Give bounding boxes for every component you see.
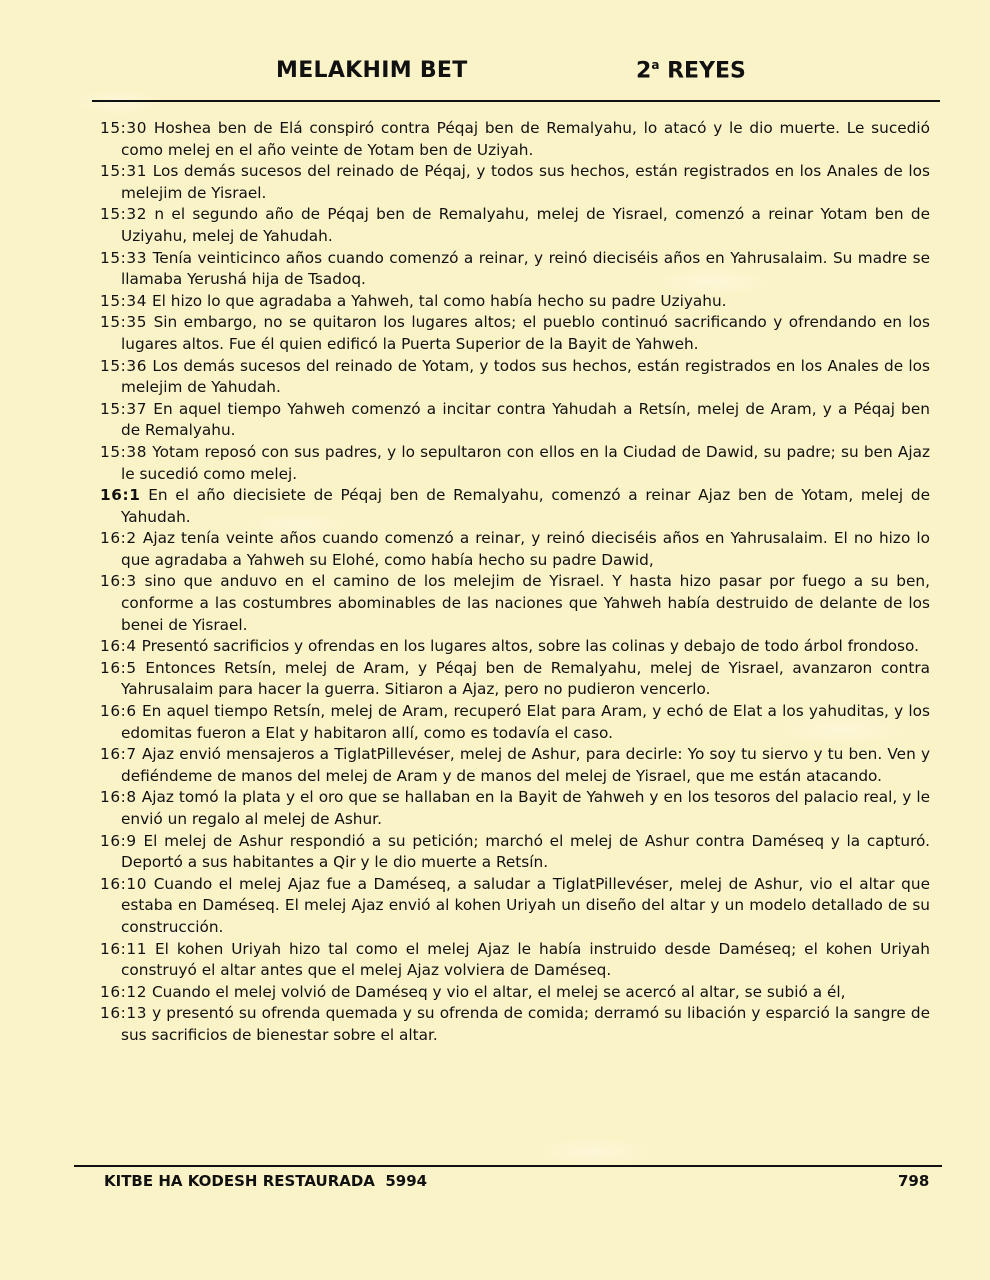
verse <box>100 118 930 161</box>
verse-text: El melej de Ashur respondió a su petición; marchó el melej de Ashur contra Daméseq y la capturó. Deportó a sus habitantes a Qir y le dio muerte a Retsín. <box>121 831 930 872</box>
book-number: 2 <box>636 58 652 84</box>
book-name: REYES <box>667 58 746 84</box>
verse-reference: 16:5 <box>100 658 137 677</box>
verse-reference: 16:11 <box>100 939 148 958</box>
verse-text: El kohen Uriyah hizo tal como el melej Ajaz le había instruido desde Daméseq; el kohen Uriyah construyó el altar antes que el melej Ajaz volviera de Daméseq. <box>121 939 930 980</box>
verse <box>100 831 930 874</box>
verse-reference: 16:9 <box>100 831 137 850</box>
verse-text: Cuando el melej Ajaz fue a Daméseq, a saludar a TiglatPillevéser, melej de Ashur, vio el altar que estaba en Daméseq. El melej Ajaz envió al kohen Uriyah un diseño del altar y un modelo detallado de su construcción. <box>121 874 930 936</box>
verse <box>100 874 930 939</box>
verse-reference: 15:33 <box>100 248 148 267</box>
verse <box>100 248 930 291</box>
verse-text: sino que anduvo en el camino de los melejim de Yisrael. Y hasta hizo pasar por fuego a su ben, conforme a las costumbres abominables de las naciones que Yahweh había destruido de delante de los benei de Yisrael. <box>121 572 930 634</box>
verse-text: Yotam reposó con sus padres, y lo sepultaron con ellos en la Ciudad de Dawid, su padre; su ben Ajaz le sucedió como melej. <box>121 442 930 483</box>
verse-reference: 15:36 <box>100 356 148 375</box>
verse-reference: 15:38 <box>100 442 148 461</box>
verse-text: Sin embargo, no se quitaron los lugares altos; el pueblo continuó sacrificando y ofrendando en los lugares altos. Fue él quien edificó la Puerta Superior de la Bayit de Yahweh. <box>121 313 930 353</box>
verse-text: Hoshea ben de Elá conspiró contra Péqaj ben de Remalyahu, lo atacó y le dio muerte. Le sucedió como melej en el año veinte de Yotam ben de Uziyah. <box>121 119 930 159</box>
verse-text: En aquel tiempo Retsín, melej de Aram, recuperó Elat para Aram, y echó de Elat a los yahuditas, y los edomitas fueron a Elat y habitaron allí, como es todavía el caso. <box>121 702 930 742</box>
verse <box>100 399 930 442</box>
verse-reference: 16:13 <box>100 1004 148 1023</box>
verse <box>100 161 930 204</box>
verse <box>100 744 930 787</box>
verse-list <box>100 118 930 1047</box>
verse <box>100 939 930 982</box>
verse-text: En el año diecisiete de Péqaj ben de Remalyahu, comenzó a reinar Ajaz ben de Yotam, melej de Yahudah. <box>121 486 930 526</box>
page-header <box>0 58 990 92</box>
verse-text: Los demás sucesos del reinado de Yotam, y todos sus hechos, están registrados en los Anales de los melejim de Yahudah. <box>121 356 930 397</box>
verse-reference: 16:4 <box>100 637 137 656</box>
header-divider <box>92 100 940 102</box>
verse-reference: 16:3 <box>100 572 137 591</box>
verse-reference: 15:32 <box>100 205 148 224</box>
verse-reference: 15:30 <box>100 119 148 137</box>
verse-text: Los demás sucesos del reinado de Péqaj, y todos sus hechos, están registrados en los Anales de los melejim de Yisrael. <box>121 162 930 202</box>
verse-reference: 16:1 <box>100 486 141 505</box>
verse <box>100 528 930 571</box>
footer-publication: KITBE HA KODESH RESTAURADA 5994 <box>104 1172 428 1190</box>
verse-reference: 16:12 <box>100 982 148 1001</box>
verse-reference: 16:6 <box>100 702 137 721</box>
verse-text: Ajaz envió mensajeros a TiglatPillevéser, melej de Ashur, para decirle: Yo soy tu siervo y tu ben. Ven y defiéndeme de manos del melej de Aram y de manos del melej de Yisrael, que me están atacando. <box>121 745 930 785</box>
book-number-ordinal: a <box>651 58 660 72</box>
verse <box>100 701 930 744</box>
verse-reference: 16:10 <box>100 874 148 893</box>
verse <box>100 658 930 701</box>
book-title: MELAKHIM BET <box>276 58 468 83</box>
verse <box>100 1003 930 1046</box>
verse <box>100 312 930 355</box>
verse <box>100 787 930 830</box>
verse <box>100 442 930 485</box>
verse-text: Ajaz tenía veinte años cuando comenzó a reinar, y reinó dieciséis años en Yahrusalaim. El no hizo lo que agradaba a Yahweh su Elohé, como había hecho su padre Dawid, <box>121 529 930 569</box>
page-number: 798 <box>898 1172 930 1190</box>
verse-text: y presentó su ofrenda quemada y su ofrenda de comida; derramó su libación y esparció la sangre de sus sacrificios de bienestar sobre el altar. <box>121 1004 930 1044</box>
verse-reference: 15:34 <box>100 291 148 310</box>
verse <box>100 636 930 658</box>
verse-text: Ajaz tomó la plata y el oro que se hallaban en la Bayit de Yahweh y en los tesoros del palacio real, y le envió un regalo al melej de Ashur. <box>121 788 930 828</box>
book-name-spanish <box>636 58 746 83</box>
verse-reference: 16:2 <box>100 529 137 548</box>
verse-text: n el segundo año de Péqaj ben de Remalyahu, melej de Yisrael, comenzó a reinar Yotam ben de Uziyahu, melej de Yahudah. <box>121 205 930 245</box>
verse <box>100 291 930 313</box>
footer-divider <box>74 1165 942 1167</box>
verse-text: Presentó sacrificios y ofrendas en los lugares altos, sobre las colinas y debajo de todo árbol frondoso. <box>141 637 919 656</box>
verse-reference: 15:31 <box>100 162 148 181</box>
verse-text: Entonces Retsín, melej de Aram, y Péqaj ben de Remalyahu, melej de Yisrael, avanzaron contra Yahrusalaim para hacer la guerra. Sitiaron a Ajaz, pero no pudieron vencerlo. <box>121 658 930 699</box>
verse-text: El hizo lo que agradaba a Yahweh, tal como había hecho su padre Uziyahu. <box>151 291 727 310</box>
verse-reference: 16:8 <box>100 788 137 807</box>
verse <box>100 485 930 528</box>
verse-reference: 15:37 <box>100 399 148 418</box>
verse-reference: 16:7 <box>100 745 137 764</box>
verse <box>100 571 930 636</box>
verse-reference: 15:35 <box>100 313 148 332</box>
verse <box>100 982 930 1004</box>
verse-text: Tenía veinticinco años cuando comenzó a reinar, y reinó dieciséis años en Yahrusalaim. Su madre se llamaba Yerushá hija de Tsadoq. <box>121 248 930 289</box>
verse <box>100 204 930 247</box>
verse-text: Cuando el melej volvió de Daméseq y vio el altar, el melej se acercó al altar, se subió a él, <box>151 982 846 1001</box>
verse-text: En aquel tiempo Yahweh comenzó a incitar contra Yahudah a Retsín, melej de Aram, y a Péqaj ben de Remalyahu. <box>121 399 930 440</box>
verse <box>100 356 930 399</box>
